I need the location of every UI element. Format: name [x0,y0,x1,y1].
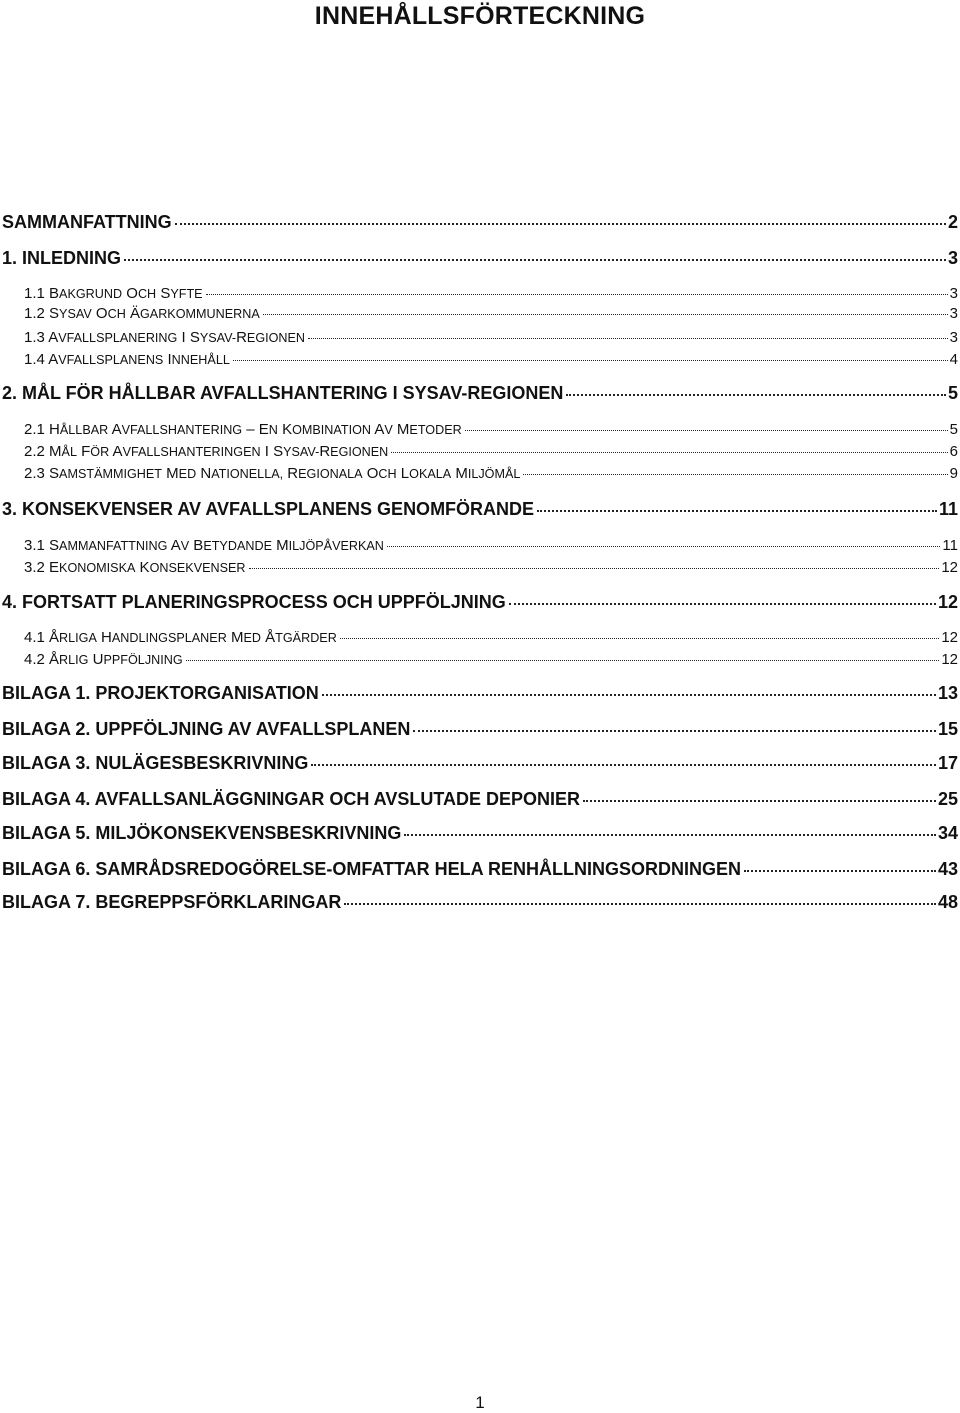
toc-entry-label [24,444,388,459]
toc-entry[interactable] [24,630,958,645]
toc-entry-page: 3 [949,329,958,346]
toc-entry[interactable] [2,500,958,518]
toc-entry[interactable] [24,466,958,481]
toc-entry-page: 43 [937,859,958,879]
toc-dot-leader [233,360,948,361]
toc-entry-label: 1. INLEDNING [2,248,122,268]
toc-dot-leader [308,338,948,339]
toc-entry[interactable] [24,444,958,459]
toc-entry-page: 48 [937,892,958,912]
toc-entry-page: 3 [947,248,958,268]
toc-entry[interactable] [2,754,958,772]
toc-dot-leader [249,568,940,569]
toc-entry[interactable] [24,286,958,301]
toc-entry-page: 12 [941,559,958,576]
toc-entry-page: 5 [949,421,958,438]
toc-entry[interactable] [2,684,958,702]
toc-dot-leader [322,694,936,696]
toc-entry-text: MÅL FÖR AVFALLSHANTERINGEN I SYSAV-REGIONEN [49,443,389,460]
page-title: INNEHÅLLSFÖRTECKNING [314,2,646,30]
toc-entry-label: BILAGA 2. UPPFÖLJNING AV AVFALLSPLANEN [2,719,411,739]
toc-entry[interactable] [2,213,958,231]
toc-entry-number: 2.1 [24,421,50,438]
toc-dot-leader [124,259,946,261]
toc-entry[interactable] [2,790,958,808]
toc-entry-page: 5 [947,383,958,403]
toc-entry-label: BILAGA 6. SAMRÅDSREDOGÖRELSE-OMFATTAR HELA RENHÅLLNINGSORDNINGEN [2,859,742,879]
toc-entry-page: 9 [949,465,958,482]
toc-dot-leader [263,314,948,315]
toc-dot-leader [583,800,936,802]
toc-entry-label: 3. KONSEKVENSER AV AVFALLSPLANENS GENOMFÖRANDE [2,499,535,519]
toc-entry-number: 2.3 [24,465,50,482]
toc-dot-leader [509,603,936,605]
toc-entry-label [24,466,520,481]
toc-entry-page: 12 [937,592,958,612]
toc-entry-label [24,352,230,367]
toc-dot-leader [465,430,948,431]
toc-entry-text: EKONOMISKA KONSEKVENSER [49,559,246,576]
toc-dot-leader [404,834,936,836]
toc-entry[interactable] [24,560,958,575]
toc-entry-label [24,286,203,301]
toc-entry-text: ÅRLIGA HANDLINGSPLANER MED ÅTGÄRDER [49,629,337,646]
toc-entry-text: AVFALLSPLANENS INNEHÅLL [48,351,230,368]
toc-entry-page: 3 [949,305,958,322]
toc-entry[interactable] [2,860,958,878]
toc-entry-text: SYSAV OCH ÄGARKOMMUNERNA [49,305,260,322]
toc-entry-page: 12 [941,629,958,646]
toc-dot-leader [340,638,940,639]
toc-entry-text: AVFALLSPLANERING I SYSAV-REGIONEN [48,329,306,346]
toc-entry-number: 1.1 [24,285,50,302]
toc-entry-number: 3.2 [24,559,50,576]
toc-entry-label [24,330,305,345]
toc-entry-text: SAMSTÄMMIGHET MED NATIONELLA, REGIONALA OCH LOKALA MILJÖMÅL [49,465,521,482]
toc-entry-number: 1.4 [24,351,49,368]
toc-dot-leader [311,764,936,766]
toc-dot-leader [186,660,940,661]
toc-entry-text: ÅRLIG UPPFÖLJNING [49,651,183,668]
toc-dot-leader [744,870,936,872]
toc-entry[interactable] [24,352,958,367]
toc-entry-page: 25 [937,789,958,809]
toc-entry-label: BILAGA 1. PROJEKTORGANISATION [2,683,319,703]
toc-entry-page: 13 [937,683,958,703]
page-number: 1 [475,1393,485,1412]
toc-entry-page: 34 [937,823,958,843]
toc-entry-label: SAMMANFATTNING [2,212,172,232]
toc-entry-number: 3.1 [24,537,50,554]
toc-entry-page: 11 [942,537,958,554]
toc-entry[interactable] [2,893,958,911]
toc-entry-number: 2.2 [24,443,50,460]
toc-entry-number: 4.2 [24,651,50,668]
toc-dot-leader [566,394,946,396]
toc-entry-label [24,306,260,321]
toc-entry-page: 3 [949,285,958,302]
toc-entry-number: 4.1 [24,629,50,646]
toc-entry-label: 2. MÅL FÖR HÅLLBAR AVFALLSHANTERING I SYSAV-REGIONEN [2,383,564,403]
toc-dot-leader [413,730,936,732]
toc-entry-label: BILAGA 3. NULÄGESBESKRIVNING [2,753,309,773]
toc-entry[interactable] [24,306,958,321]
toc-entry[interactable] [2,593,958,611]
toc-entry-label: BILAGA 4. AVFALLSANLÄGGNINGAR OCH AVSLUTADE DEPONIER [2,789,581,809]
toc-dot-leader [537,510,937,512]
toc-entry[interactable] [24,652,958,667]
toc-entry-text: HÅLLBAR AVFALLSHANTERING – EN KOMBINATION AV METODER [49,421,462,438]
toc-entry-label [24,630,337,645]
toc-entry-label [24,422,462,437]
toc-entry-page: 6 [949,443,958,460]
toc-entry-number: 1.2 [24,305,50,322]
toc-entry-label [24,560,246,575]
toc-dot-leader [391,452,947,453]
toc-entry-label: 4. FORTSATT PLANERINGSPROCESS OCH UPPFÖLJNING [2,592,506,612]
toc-dot-leader [206,294,948,295]
toc-entry-text: BAKGRUND OCH SYFTE [49,285,203,302]
toc-entry-page: 17 [937,753,958,773]
toc-entry-page: 12 [941,651,958,668]
toc-entry-page: 11 [938,499,958,519]
toc-entry[interactable] [2,249,958,267]
toc-entry-text: SAMMANFATTNING AV BETYDANDE MILJÖPÅVERKAN [49,537,384,554]
toc-entry-number: 1.3 [24,329,49,346]
toc-entry-label [24,538,384,553]
toc-dot-leader [344,903,936,905]
toc-dot-leader [523,474,947,475]
toc-entry-label: BILAGA 5. MILJÖKONSEKVENSBESKRIVNING [2,823,402,843]
toc-entry[interactable] [24,330,958,345]
toc-entry[interactable] [2,824,958,842]
toc-entry-page: 4 [949,351,958,368]
toc-entry-label [24,652,183,667]
toc-entry-label: BILAGA 7. BEGREPPSFÖRKLARINGAR [2,892,342,912]
toc-entry[interactable] [2,384,958,402]
toc-entry[interactable] [24,422,958,437]
toc-entry-page: 2 [947,212,958,232]
toc-entry[interactable] [24,538,958,553]
toc-dot-leader [387,546,941,547]
toc-entry-page: 15 [937,719,958,739]
toc-dot-leader [175,223,946,225]
toc-entry[interactable] [2,720,958,738]
